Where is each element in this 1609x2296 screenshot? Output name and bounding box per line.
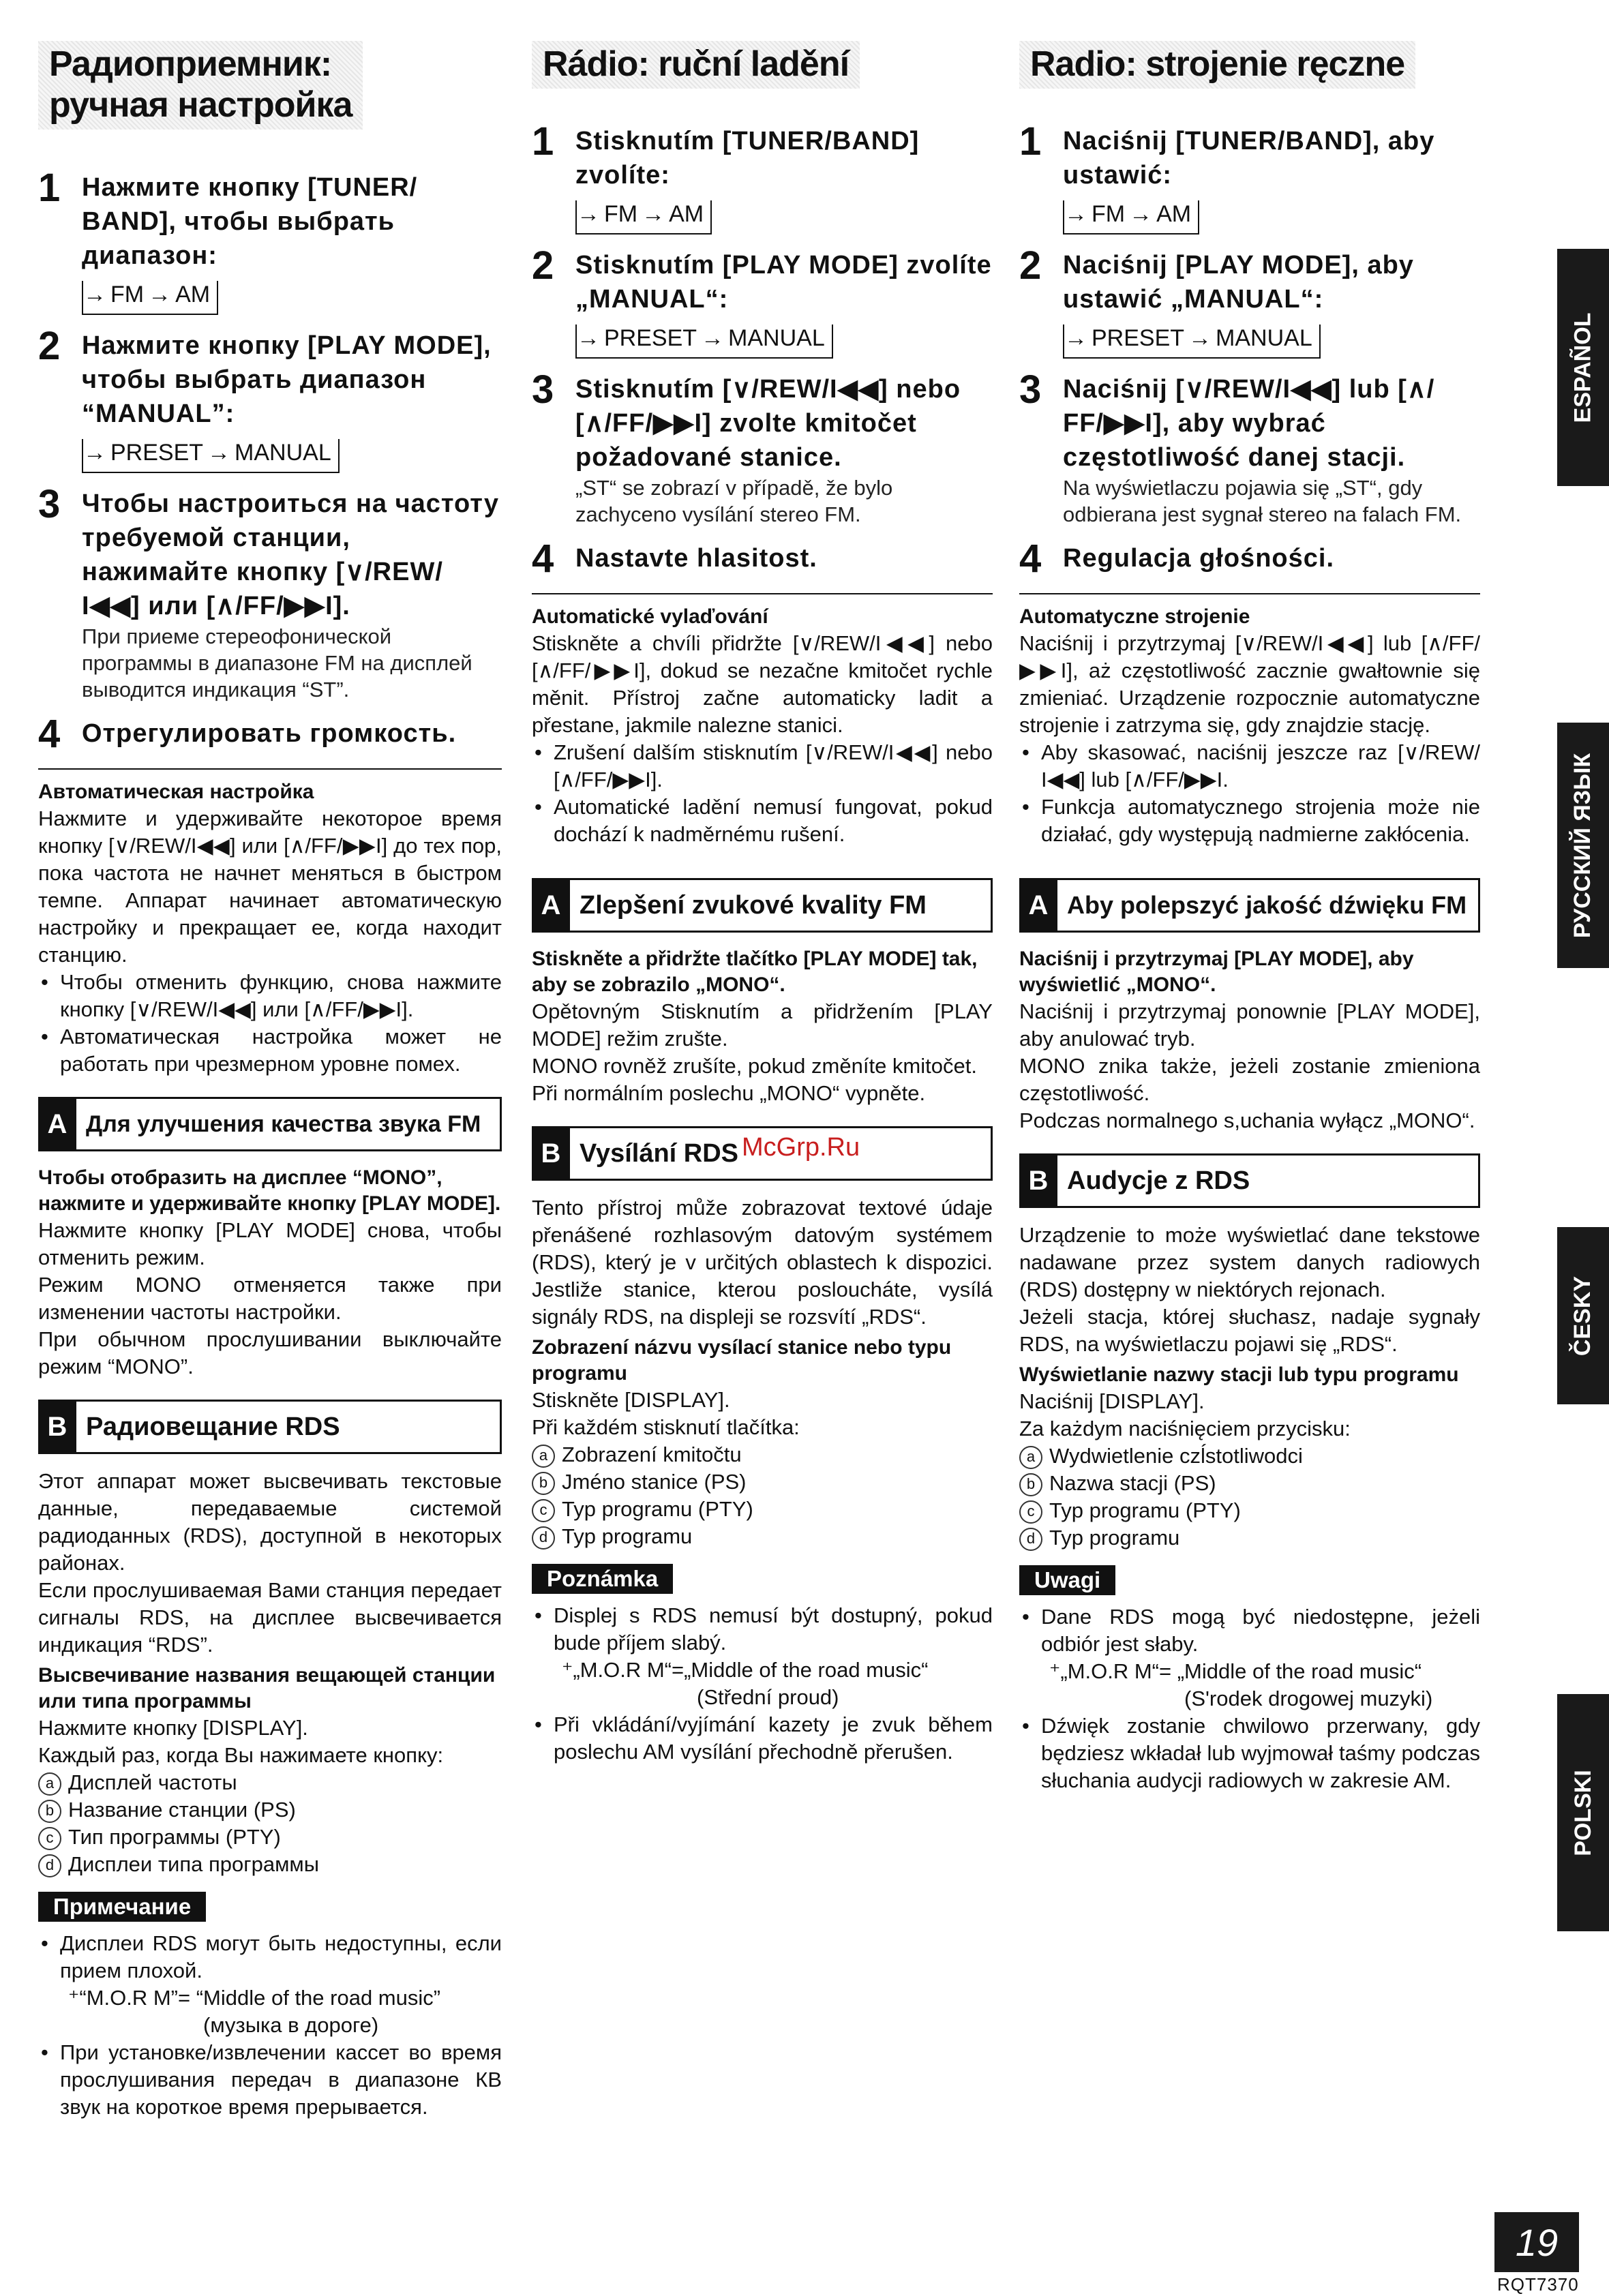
section-b-body: Этот аппарат может высвечивать текстовые данные, передаваемые системой радиоданных (RDS), доступной в некоторых районах. Если прослушиваемая Вами станция передает сигналы RDS, на дисплее высвечивается индикация “RDS”. <box>38 1469 502 1657</box>
auto-tune-bullet-2: • Funkcja automatycznego strojenia może nie działać, gdy występują nadmierne zakłócenia. <box>1019 794 1480 848</box>
column-czech <box>532 41 993 1766</box>
section-b-instructions: Stiskněte [DISPLAY]. Při každém stisknutí tlačítka: <box>532 1388 800 1439</box>
tab-czech[interactable]: ČESKY <box>1557 1227 1609 1404</box>
step-1-text: Naciśnij [TUNER/BAND], aby ustawić: <box>1063 127 1435 190</box>
section-a-body: Нажмите кнопку [PLAY MODE] снова, чтобы отменить режим. Режим MONO отменяется также при изменении частоты настройки. При обычном прослушивании выключайте режим “MONO”. <box>38 1218 502 1378</box>
list-item: d Typ programu <box>1019 1524 1480 1552</box>
list-item: a Дисплей частоты <box>38 1769 502 1796</box>
step-2: 2 Naciśnij [PLAY MODE], aby ustawić „MANUAL“: → PRESET → MANUAL <box>1019 248 1480 367</box>
display-mode-list <box>532 1441 993 1550</box>
list-item: d Дисплеи типа программы <box>38 1851 502 1878</box>
section-a-heading: A Aby polepszyć jakość dźwięku FM <box>1019 878 1480 933</box>
auto-tune-bullet-1: • Aby skasować, naciśnij jeszcze raz [∨/REW/ I◀◀] lub [∧/FF/▶▶I. <box>1019 739 1480 794</box>
section-a-heading: A Zlepšení zvukové kvality FM <box>532 878 993 933</box>
step-4: 4 Nastavte hlasitost. <box>532 541 993 575</box>
list-item: b Nazwa stacji (PS) <box>1019 1470 1480 1497</box>
step-2-text: Stisknutím [PLAY MODE] zvolíte „MANUAL“: <box>575 251 992 314</box>
step-1-text: Stisknutím [TUNER/BAND] zvolíte: <box>575 127 920 190</box>
tab-polski[interactable]: POLSKI <box>1557 1694 1609 1931</box>
section-b-heading: B Audycje z RDS <box>1019 1153 1480 1208</box>
note-label: Uwagi <box>1019 1565 1115 1595</box>
section-a-body: Opětovným Stisknutím a přidržením [PLAY MODE] režim zrušte. MONO rovněž zrušíte, pokud změníte kmitočet. Při normálním poslechu „MONO“ vypněte. <box>532 999 993 1105</box>
mode-flow: → PRESET → MANUAL <box>1063 324 1321 359</box>
step-4-text: Nastavte hlasitost. <box>575 544 817 573</box>
auto-tune-text: Нажмите и удерживайте некоторое время кнопку [∨/REW/I◀◀] или [∧/FF/▶▶I] до тех пор, пока частота не начнет меняться в быстром темпе. Аппарат начинает автоматическую настройку и прекращает ее, когда находит станцию. <box>38 806 502 967</box>
section-b-subtitle: Wyświetlanie nazwy stacji lub typu programu <box>1019 1363 1459 1386</box>
step-1: 1 Naciśnij [TUNER/BAND], aby ustawić: → FM → AM <box>1019 124 1480 243</box>
header-russian <box>38 41 363 130</box>
step-3-text: Чтобы настроиться на частоту требуемой станции, нажимайте кнопку [∨/REW/ I◀◀] или [∧/FF/▶▶I]. <box>82 489 499 620</box>
header-czech <box>532 41 860 89</box>
title-line-1: Радиоприемник: <box>49 44 332 84</box>
note-bullet-1: • Dane RDS mogą być niedostępne, jeżeli odbiór jest słaby. ⁺„M.O.R M“= „Middle of the road music“ (S'rodek drogowej muzyki) <box>1019 1603 1480 1712</box>
display-mode-list <box>1019 1442 1480 1552</box>
auto-tune-text: Stiskněte a chvíli přidržte [∨/REW/I◀◀] nebo [∧/FF/▶▶I], dokud se nezačne kmitočet rychle měnit. Přístroj začne automaticky ladit a přestane, jakmile nalezne stanici. <box>532 631 993 737</box>
auto-tune-bullet-2: • Automatické ladění nemusí fungovat, pokud dochází k nadměrnému rušení. <box>532 794 993 848</box>
section-a-bold: Naciśnij i przytrzymaj [PLAY MODE], aby wyświetlić „MONO“. <box>1019 948 1414 996</box>
note-label: Примечание <box>38 1892 206 1922</box>
list-item: a Wydwietlenie czĺstotliwodci <box>1019 1442 1480 1470</box>
section-b-instructions: Naciśnij [DISPLAY]. Za każdym naciśnięciem przycisku: <box>1019 1389 1351 1440</box>
step-4-text: Отрегулировать громкость. <box>82 719 457 748</box>
note-bullet-2: • При установке/извлечении кассет во время прослушивания передач в диапазоне КВ звук на короткое время прерывается. <box>38 2039 502 2121</box>
auto-tune-bullet-1: • Zrušení dalším stisknutím [∨/REW/I◀◀] nebo [∧/FF/▶▶I]. <box>532 739 993 794</box>
section-b-body: Urządzenie to może wyświetlać dane tekstowe nadawane przez system danych radiowych (RDS) dostępny w niektórych rejonach. Jeżeli stacja, której słuchasz, nadaje sygnały RDS, na wyświetlaczu pojawi się „RDS“. <box>1019 1223 1480 1356</box>
step-1: 1 Stisknutím [TUNER/BAND] zvolíte: → FM → AM <box>532 124 993 243</box>
auto-tune-bullet-2: • Автоматическая настройка может не работать при чрезмерном уровне помех. <box>38 1023 502 1078</box>
section-b-subtitle: Zobrazení názvu vysílací stanice nebo typu programu <box>532 1336 952 1385</box>
list-item: c Typ programu (PTY) <box>532 1496 993 1523</box>
step-3-note: При приеме стереофонической программы в диапазоне FM на дисплей выводится индикация “ST”. <box>82 624 472 701</box>
step-4-text: Regulacja głośności. <box>1063 544 1334 573</box>
list-item: a Zobrazení kmitočtu <box>532 1441 993 1468</box>
divider <box>38 768 502 770</box>
watermark: McGrp.Ru <box>742 1133 860 1162</box>
section-a-heading: A Для улучшения качества звука FM <box>38 1097 502 1151</box>
note-bullet-1: • Дисплеи RDS могут быть недоступны, если прием плохой. ⁺“M.O.R M”= “Middle of the road music” (музыка в дороге) <box>38 1930 502 2039</box>
band-flow: → FM → AM <box>82 281 218 315</box>
list-item: d Typ programu <box>532 1523 993 1550</box>
title: Rádio: ruční ladění <box>543 44 849 84</box>
step-4: 4 Regulacja głośności. <box>1019 541 1480 575</box>
divider <box>532 593 993 594</box>
step-3-text: Stisknutím [∨/REW/I◀◀] nebo [∧/FF/▶▶I] zvolte kmitočet požadované stanice. <box>575 375 961 472</box>
tab-espanol[interactable]: ESPAÑOL <box>1557 249 1609 486</box>
auto-tune-bullet-1: • Чтобы отменить функцию, снова нажмите кнопку [∨/REW/I◀◀] или [∧/FF/▶▶I]. <box>38 969 502 1023</box>
title: Radio: strojenie ręczne <box>1030 44 1405 84</box>
step-2-text: Нажмите кнопку [PLAY MODE], чтобы выбрать диапазон “MANUAL”: <box>82 331 492 428</box>
section-a-body: Naciśnij i przytrzymaj ponownie [PLAY MODE], aby anulować tryb. MONO znika także, jeżeli zostanie zmieniona częstotliwość. Podczas normalnego s,uchania wyłącz „MONO“. <box>1019 999 1480 1132</box>
mode-flow: → PRESET → MANUAL <box>82 439 340 473</box>
title-line-2: ручная настройка <box>49 85 352 125</box>
section-b-subtitle: Высвечивание названия вещающей станции или типа программы <box>38 1664 496 1712</box>
section-b-instructions: Нажмите кнопку [DISPLAY]. Каждый раз, когда Вы нажимаете кнопку: <box>38 1716 444 1767</box>
band-flow: → FM → AM <box>1063 200 1199 235</box>
section-a-bold: Чтобы отобразить на дисплее “MONO”, нажмите и удерживайте кнопку [PLAY MODE]. <box>38 1166 501 1215</box>
auto-tune-title: Автоматическая настройка <box>38 781 314 803</box>
step-2-text: Naciśnij [PLAY MODE], aby ustawić „MANUAL“: <box>1063 251 1414 314</box>
section-a-bold: Stiskněte a přidržte tlačítko [PLAY MODE] tak, aby se zobrazilo „MONO“. <box>532 948 978 996</box>
section-b-heading: B Радиовещание RDS <box>38 1400 502 1454</box>
page-number: 19 <box>1494 2212 1579 2272</box>
step-3-note: „ST“ se zobrazí v případě, že bylo zachyceno vysílání stereo FM. <box>575 476 893 526</box>
step-3-note: Na wyświetlaczu pojawia się „ST“, gdy odbierana jest sygnał stereo na falach FM. <box>1063 476 1462 526</box>
step-3: 3 Чтобы настроиться на частоту требуемой станции, нажимайте кнопку [∨/REW/ I◀◀] или [∧/FF/▶▶I]. При приеме стереофонической программы в диапазоне FM на дисплей выводится индикация “ST”. <box>38 487 502 703</box>
section-b-heading: B Vysílání RDS <box>532 1126 993 1181</box>
list-item: b Jméno stanice (PS) <box>532 1468 993 1496</box>
note-label: Poznámka <box>532 1564 673 1594</box>
page-code: RQT7370 <box>1497 2274 1579 2295</box>
step-3: 3 Naciśnij [∨/REW/I◀◀] lub [∧/ FF/▶▶I], aby wybrać częstotliwość danej stacji. Na wyświetlaczu pojawia się „ST“, gdy odbierana jest sygnał stereo na falach FM. <box>1019 372 1480 528</box>
tab-russian[interactable]: РУССКИЙ ЯЗЫК <box>1557 723 1609 968</box>
display-mode-list <box>38 1769 502 1878</box>
note-bullet-2: • Při vkládání/vyjímání kazety je zvuk během poslechu AM vysílání přechodně přerušen. <box>532 1711 993 1766</box>
auto-tune-title: Automatyczne strojenie <box>1019 605 1250 628</box>
note-bullet-2: • Dźwięk zostanie chwilowo przerwany, gdy będziesz wkładał lub wyjmował taśmy podczas słuchania audycji radiowych w zakresie AM. <box>1019 1712 1480 1794</box>
divider <box>1019 593 1480 594</box>
step-3-text: Naciśnij [∨/REW/I◀◀] lub [∧/ FF/▶▶I], aby wybrać częstotliwość danej stacji. <box>1063 375 1435 472</box>
list-item: b Название станции (PS) <box>38 1796 502 1824</box>
note-bullet-1: • Displej s RDS nemusí být dostupný, pokud bude příjem slabý. ⁺„M.O.R M“=„Middle of the road music“ (Střední proud) <box>532 1602 993 1711</box>
column-russian <box>38 41 502 2121</box>
list-item: c Typ programu (PTY) <box>1019 1497 1480 1524</box>
section-b-body: Tento přístroj může zobrazovat textové údaje přenášené rozhlasovým datovým systémem (RDS), který je v určitých oblastech k dispozici. Jestliže stanice, kterou posloucháte, vysílá signály RDS, na displeji se rozsvítí „RDS“. <box>532 1196 993 1329</box>
mode-flow: → PRESET → MANUAL <box>575 324 833 359</box>
header-polish <box>1019 41 1415 89</box>
step-2: 2 Stisknutím [PLAY MODE] zvolíte „MANUAL“: → PRESET → MANUAL <box>532 248 993 367</box>
step-4: 4 Отрегулировать громкость. <box>38 716 502 751</box>
step-1-text: Нажмите кнопку [TUNER/ BAND], чтобы выбрать диапазон: <box>82 173 418 270</box>
step-3: 3 Stisknutím [∨/REW/I◀◀] nebo [∧/FF/▶▶I] zvolte kmitočet požadované stanice. „ST“ se zobrazí v případě, že bylo zachyceno vysílání stereo FM. <box>532 372 993 528</box>
auto-tune-title: Automatické vylaďování <box>532 605 768 628</box>
band-flow: → FM → AM <box>575 200 712 235</box>
list-item: c Тип программы (PTY) <box>38 1824 502 1851</box>
column-polish <box>1019 41 1480 1794</box>
auto-tune-text: Naciśnij i przytrzymaj [∨/REW/I◀◀] lub [∧/FF/ ▶▶I], aż częstotliwość zacznie gwałtownie się zmieniać. Urządzenie rozpocznie automatyczne strojenie i zatrzyma się, gdy znajdzie stację. <box>1019 631 1480 737</box>
step-1: 1 Нажмите кнопку [TUNER/ BAND], чтобы выбрать диапазон: → FM → AM <box>38 170 502 323</box>
step-2: 2 Нажмите кнопку [PLAY MODE], чтобы выбрать диапазон “MANUAL”: → PRESET → MANUAL <box>38 329 502 481</box>
